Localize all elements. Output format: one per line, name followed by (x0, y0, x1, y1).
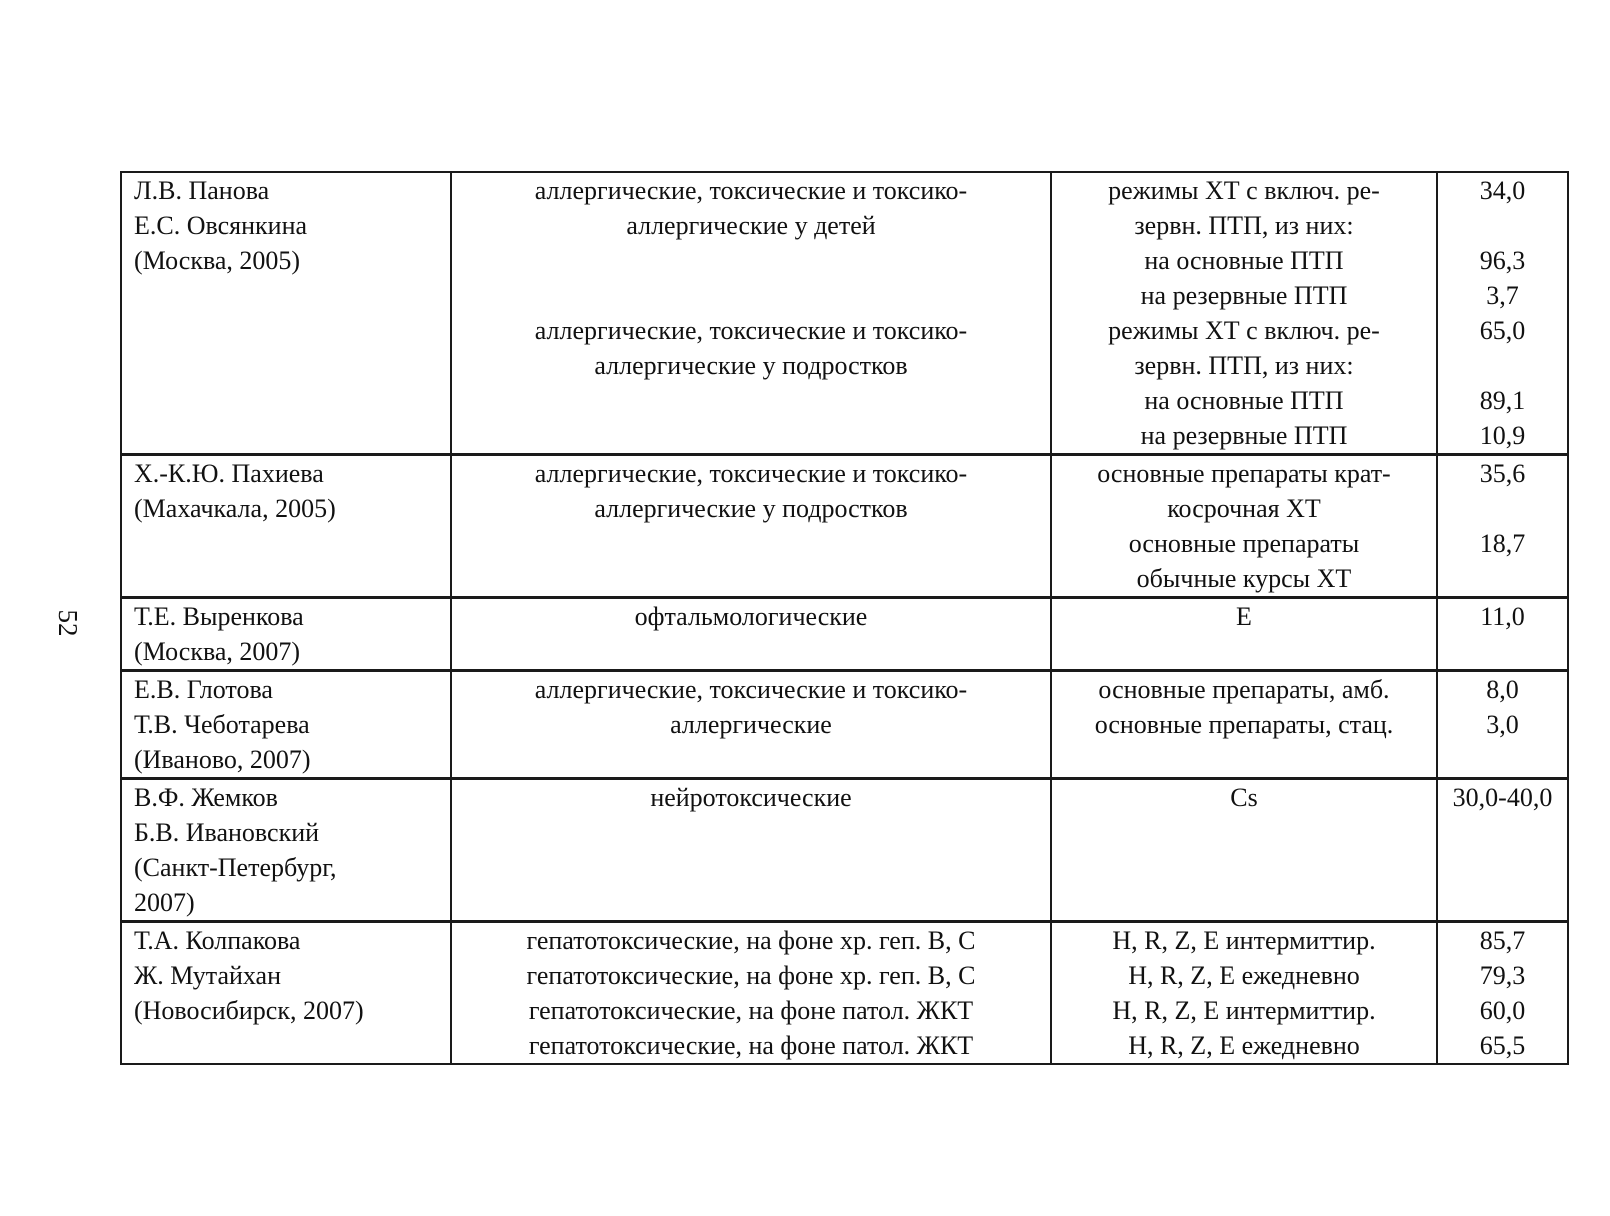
author-line (134, 1028, 444, 1063)
regimen-line: обычные курсы ХТ (1136, 564, 1352, 593)
author-line (134, 313, 444, 348)
authors-cell (121, 671, 451, 779)
value-line: 3,7 (1486, 281, 1519, 310)
effect-line: нейротоксические (650, 783, 852, 812)
table-row (121, 598, 1568, 671)
value-line (1444, 815, 1561, 850)
regimen-line: зервн. ПТП, из них: (1134, 211, 1354, 240)
value-line: 3,0 (1486, 710, 1519, 739)
regimen-line (1058, 885, 1430, 920)
regimen-line: Cs (1230, 783, 1258, 812)
effect-line: аллергические, токсические и токсико- (534, 176, 968, 205)
regimen-line: H, R, Z, E интермиттир. (1112, 996, 1376, 1025)
authors-cell (121, 455, 451, 598)
value-line (1444, 634, 1561, 669)
value-line: 65,0 (1479, 316, 1526, 345)
effect-line: аллергические у подростков (594, 494, 908, 523)
effects-cell (451, 598, 1051, 671)
effect-line (458, 383, 1044, 418)
effect-line (458, 634, 1044, 669)
regimen-line: основные препараты (1128, 529, 1360, 558)
effect-line (458, 526, 1044, 561)
author-line (134, 561, 444, 596)
effect-line: офтальмологические (634, 602, 868, 631)
author-line: (Новосибирск, 2007) (134, 996, 364, 1025)
regimen-cell (1051, 172, 1437, 455)
effects-cell (451, 172, 1051, 455)
value-line: 60,0 (1479, 996, 1526, 1025)
regimen-line: на основные ПТП (1144, 386, 1344, 415)
value-cell (1437, 172, 1568, 455)
value-line: 35,6 (1479, 459, 1526, 488)
author-line: Т.В. Чеботарева (134, 710, 310, 739)
value-line: 65,5 (1479, 1031, 1526, 1060)
value-line (1444, 208, 1561, 243)
author-line: Е.В. Глотова (134, 675, 273, 704)
regimen-line: основные препараты крат- (1097, 459, 1391, 488)
authors-cell (121, 779, 451, 922)
author-line (134, 348, 444, 383)
value-line: 85,7 (1479, 926, 1526, 955)
author-line (134, 278, 444, 313)
effect-line: аллергические (670, 710, 832, 739)
value-line: 18,7 (1479, 529, 1526, 558)
value-line: 79,3 (1479, 961, 1526, 990)
author-line (134, 418, 444, 453)
value-line: 11,0 (1480, 602, 1525, 631)
effect-line (458, 278, 1044, 313)
effects-cell (451, 922, 1051, 1065)
regimen-line: H, R, Z, E ежедневно (1128, 1031, 1360, 1060)
value-line (1444, 850, 1561, 885)
table-row (121, 455, 1568, 598)
value-cell (1437, 779, 1568, 922)
author-line (134, 383, 444, 418)
effect-line (458, 418, 1044, 453)
value-line (1444, 885, 1561, 920)
table-row (121, 671, 1568, 779)
effects-cell (451, 671, 1051, 779)
regimen-line (1058, 634, 1430, 669)
effect-line (458, 742, 1044, 777)
table-row (121, 779, 1568, 922)
author-line: Ж. Мутайхан (134, 961, 282, 990)
effect-line: гепатотоксические, на фоне патол. ЖКТ (528, 996, 974, 1025)
effect-line: гепатотоксические, на фоне хр. геп. В, С (526, 926, 976, 955)
regimen-cell (1051, 922, 1437, 1065)
author-line: Т.Е. Выренкова (134, 602, 304, 631)
author-line: (Иваново, 2007) (134, 745, 311, 774)
table-row (121, 922, 1568, 1065)
regimen-line: режимы ХТ с включ. ре- (1108, 316, 1380, 345)
regimen-cell (1051, 598, 1437, 671)
author-line: Е.С. Овсянкина (134, 211, 308, 240)
effect-line: аллергические, токсические и токсико- (534, 316, 968, 345)
regimen-line (1058, 742, 1430, 777)
value-line: 34,0 (1479, 176, 1526, 205)
regimen-line: на резервные ПТП (1140, 281, 1348, 310)
value-line (1444, 348, 1561, 383)
value-line: 96,3 (1479, 246, 1526, 275)
regimen-line: H, R, Z, E интермиттир. (1112, 926, 1376, 955)
effect-line: аллергические у детей (626, 211, 876, 240)
author-line: Х.-К.Ю. Пахиева (134, 459, 324, 488)
value-cell (1437, 922, 1568, 1065)
author-line: Б.В. Ивановский (134, 818, 320, 847)
author-line: (Москва, 2007) (134, 637, 301, 666)
effect-line: аллергические, токсические и токсико- (534, 675, 968, 704)
value-cell (1437, 671, 1568, 779)
authors-cell (121, 172, 451, 455)
table-body (121, 172, 1568, 1064)
regimen-line: зервн. ПТП, из них: (1134, 351, 1354, 380)
regimen-line: H, R, Z, E ежедневно (1128, 961, 1360, 990)
regimen-line (1058, 815, 1430, 850)
author-line: Л.В. Панова (134, 176, 270, 205)
regimen-line (1058, 850, 1430, 885)
authors-cell (121, 922, 451, 1065)
regimen-line: на основные ПТП (1144, 246, 1344, 275)
adverse-effects-table (120, 171, 1569, 1065)
effect-line: аллергические у подростков (594, 351, 908, 380)
regimen-cell (1051, 671, 1437, 779)
value-line (1444, 491, 1561, 526)
author-line: 2007) (134, 888, 195, 917)
effect-line (458, 243, 1044, 278)
author-line: (Санкт-Петербург, (134, 853, 337, 882)
regimen-line: основные препараты, стац. (1094, 710, 1394, 739)
author-line: (Махачкала, 2005) (134, 494, 336, 523)
value-line (1444, 742, 1561, 777)
effect-line (458, 885, 1044, 920)
effect-line: гепатотоксические, на фоне хр. геп. В, С (526, 961, 976, 990)
author-line: (Москва, 2005) (134, 246, 301, 275)
value-line (1444, 561, 1561, 596)
effect-line: аллергические, токсические и токсико- (534, 459, 968, 488)
effect-line (458, 561, 1044, 596)
value-line: 10,9 (1479, 421, 1526, 450)
table-row (121, 172, 1568, 455)
regimen-line: на резервные ПТП (1140, 421, 1348, 450)
value-cell (1437, 455, 1568, 598)
regimen-cell (1051, 779, 1437, 922)
author-line: В.Ф. Жемков (134, 783, 278, 812)
page-number: 52 (53, 609, 83, 637)
effect-line: гепатотоксические, на фоне патол. ЖКТ (528, 1031, 974, 1060)
value-line: 89,1 (1479, 386, 1526, 415)
value-cell (1437, 598, 1568, 671)
authors-cell (121, 598, 451, 671)
effects-cell (451, 779, 1051, 922)
author-line: Т.А. Колпакова (134, 926, 301, 955)
regimen-line: режимы ХТ с включ. ре- (1108, 176, 1380, 205)
author-line (134, 526, 444, 561)
value-line: 8,0 (1486, 675, 1519, 704)
effect-line (458, 815, 1044, 850)
value-line: 30,0-40,0 (1452, 783, 1553, 812)
regimen-line: косрочная ХТ (1167, 494, 1321, 523)
regimen-cell (1051, 455, 1437, 598)
regimen-line: Е (1236, 602, 1252, 631)
regimen-line: основные препараты, амб. (1098, 675, 1390, 704)
effect-line (458, 850, 1044, 885)
effects-cell (451, 455, 1051, 598)
